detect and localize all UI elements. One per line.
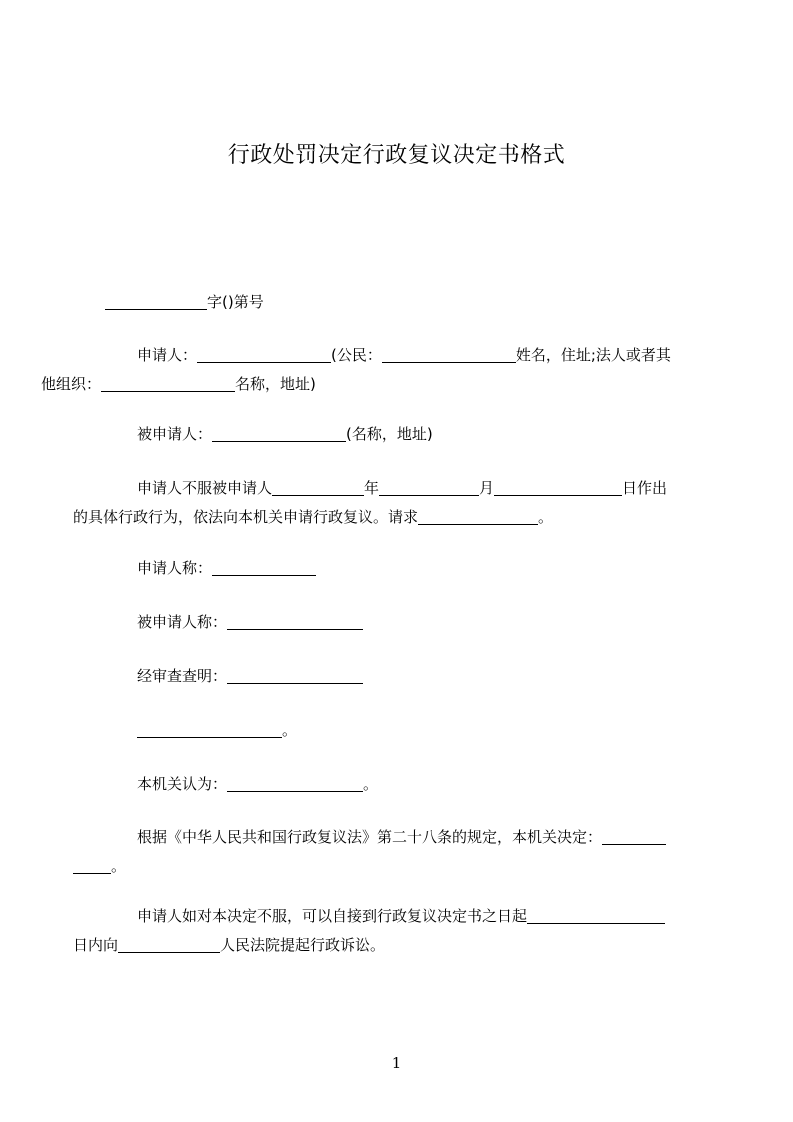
respondent-claim-label: 被申请人称： [137, 613, 228, 631]
blank-opinion [227, 773, 363, 792]
page-number: 1 [391, 1054, 402, 1072]
month-label: 月 [479, 479, 495, 497]
day-suffix: 日作出 [622, 479, 668, 497]
blank-month [379, 477, 479, 496]
respondent-line [105, 420, 701, 449]
blank-statement-respondent [272, 477, 364, 496]
appeal-line2-suffix: 人民法院提起行政诉讼。 [220, 936, 386, 954]
findings-cont-line [137, 716, 733, 745]
respondent-claim-line [105, 608, 701, 637]
opinion-end: 。 [363, 775, 379, 793]
opinion-line [105, 770, 701, 799]
blank-respondent [212, 423, 346, 442]
blank-other-org [101, 373, 235, 392]
blank-applicant-claim [212, 557, 316, 576]
blank-citizen [382, 344, 516, 363]
statement-paragraph [73, 474, 701, 532]
other-org-prefix: 他组织： [41, 375, 102, 393]
blank-appeal-days [527, 905, 665, 924]
decision-paragraph [105, 823, 701, 881]
applicant-label: 申请人： [137, 346, 198, 364]
blank-request [418, 506, 538, 525]
other-org-suffix: 名称，地址) [235, 375, 316, 393]
doc-number-text: 字()第号 [207, 293, 264, 311]
decision-text: 根据《中华人民共和国行政复议法》第二十八条的规定，本机关决定： [137, 828, 603, 846]
findings-cont-end: 。 [282, 721, 298, 739]
findings-line [105, 662, 701, 691]
document-title: 行政处罚决定行政复议决定书格式 [227, 143, 566, 168]
respondent-suffix: (名称，地址) [346, 425, 433, 443]
appeal-line2-prefix: 日内向 [73, 936, 119, 954]
blank-decision-a [602, 826, 666, 845]
year-label: 年 [364, 479, 380, 497]
statement-end: 。 [538, 508, 554, 526]
respondent-label: 被申请人： [137, 425, 213, 443]
citizen-fields: 姓名，住址;法人或者其 [515, 346, 671, 364]
blank-doc-prefix [105, 291, 207, 310]
blank-findings [227, 665, 363, 684]
blank-day [494, 477, 622, 496]
blank-decision-b [73, 855, 111, 874]
blank-applicant [197, 344, 331, 363]
citizen-prefix: (公民： [331, 346, 382, 364]
applicant-claim-label: 申请人称： [137, 559, 213, 577]
decision-end: 。 [111, 857, 127, 875]
applicant-claim-line [105, 554, 701, 583]
blank-respondent-claim [227, 611, 363, 630]
appeal-paragraph [73, 902, 701, 960]
blank-findings-cont [137, 719, 282, 738]
findings-label: 经审查查明： [137, 667, 228, 685]
opinion-label: 本机关认为： [137, 775, 228, 793]
blank-court [118, 934, 220, 953]
doc-number-line [105, 288, 701, 317]
statement-prefix: 申请人不服被申请人 [137, 479, 273, 497]
appeal-prefix: 申请人如对本决定不服，可以自接到行政复议决定书之日起 [137, 907, 528, 925]
applicant-paragraph [41, 341, 701, 399]
statement-line2: 的具体行政行为，依法向本机关申请行政复议。请求 [73, 508, 419, 526]
